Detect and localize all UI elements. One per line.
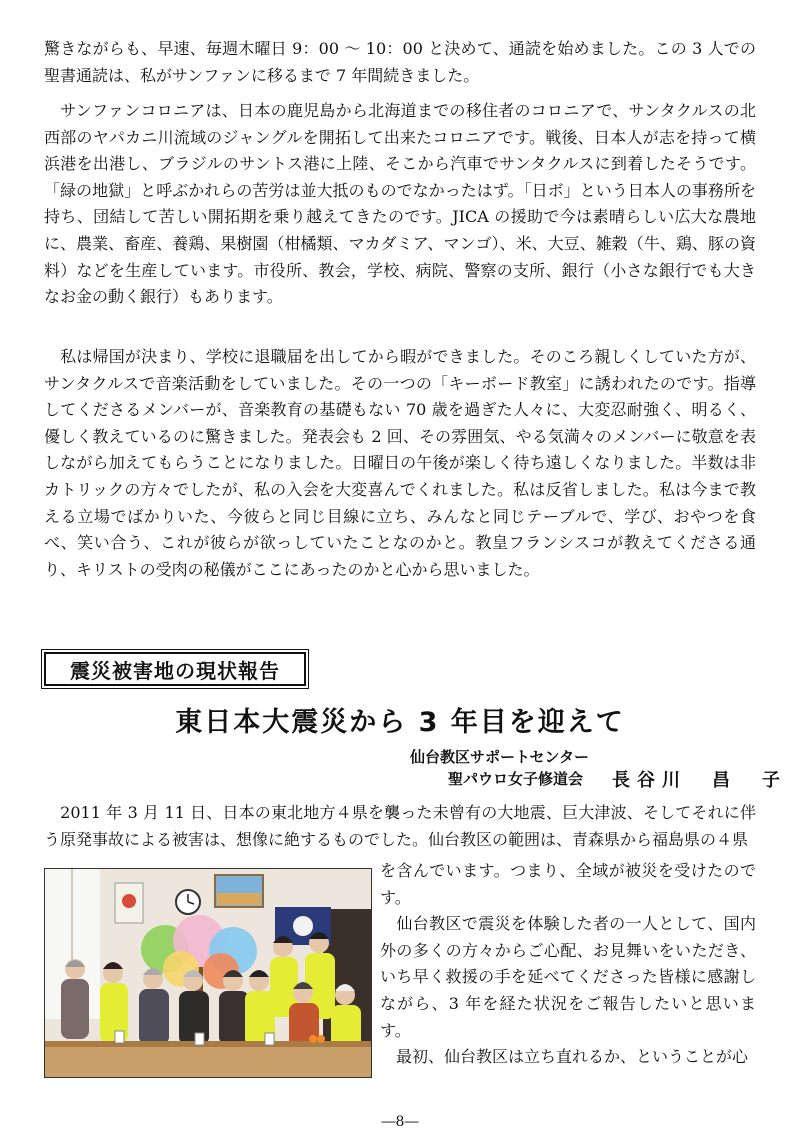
article-paragraph-3: 私は帰国が決まり、学校に退職届を出してから暇ができました。そのころ親しくしていた方が、サンタクルスで音楽活動をしていました。その一つの「キーボード教室」に誘われたのです。指導してくださるメンバーが、音楽教育の基礎もない 70 歳を過ぎた人々に、大変忍耐強く、明るく、優しく教えているのに驚きました。発表会も 2 回、その雰囲気、やる気満々のメンバーに敬意を表しながら加えてもらうことになりました。日曜日の午後が楽しく待ち遠しくなりました。半数は非カトリックの方々でしたが、私の入会を大変喜んでくれました。私は反省しました。私は今まで教える立場でばかりいた、今彼らと同じ目線に立ち、みんなと同じテーブルで、学び、おやつを食べ、笑い合う、これが彼らが欲っしていたことなのかと。教皇フランシスコが教えてくださる通り、キリストの受肉の秘儀がここにあったのかと心から思いました。 xyxy=(44,347,756,579)
section-label: 震災被害地の現状報告 xyxy=(44,652,306,686)
article2-paragraph-1-continued: を含んでいます。つまり、全域が被災を受けたのです。 xyxy=(380,861,756,907)
article2-paragraph-3: 最初、仙台教区は立ち直れるか、ということが心 xyxy=(380,1047,749,1067)
article2-paragraph-2: 仙台教区で震災を体験した者の一人として、国内外の多くの方々からご心配、お見舞いをいただき、いち早く救援の手を延べてくださった皆様に感謝しながら、3 年を経た状況をご報告したいと思います。 xyxy=(380,914,756,1040)
article-paragraph-1: 驚きながらも、早速、毎週木曜日 9：00 ～ 10：00 と決めて、通読を始めました。この 3 人での聖書通読は、私がサンファンに移るまで 7 年間続きました。 xyxy=(44,39,756,85)
author-name: 長谷川 昌 子 xyxy=(612,770,787,791)
article2-right-column xyxy=(380,858,756,1071)
author-affiliation: 聖パウロ女子修道会 xyxy=(448,770,584,788)
article2-paragraph-1: 2011 年 3 月 11 日、日本の東北地方４県を襲った未曾有の大地震、巨大津波、そしてそれに伴う原発事故による被害は、想像に絶するものでした。仙台教区の範囲は、青森県から福島県の４県 xyxy=(44,803,756,849)
author-organization: 仙台教区サポートセンター xyxy=(410,748,589,766)
page-number: ―8― xyxy=(381,1114,419,1130)
article-title: 東日本大震災から 3 年目を迎えて xyxy=(175,707,625,738)
article-paragraph-2: サンファンコロニアは、日本の鹿児島から北海道までの移住者のコロニアで、サンタクルスの北西部のヤパカニ川流域のジャングルを開拓して出来たコロニアです。戦後、日本人が志を持って横浜港を出港し、ブラジルのサントス港に上陸、そこから汽車でサンタクルスに到着したそうです。「緑の地獄」と呼ぶかれらの苦労は並大抵のものでなかったはず。「日ボ」という日本人の事務所を持ち、団結して苦しい開拓期を乗り越えてきたのです。JICA の援助で今は素晴らしい広大な農地に、農業、畜産、養鶏、果樹園（柑橘類、マカダミア、マンゴ）、米、大豆、雑穀（牛、鶏、豚の資料）などを生産しています。市役所、教会，学校、病院、警察の支所、銀行（小さな銀行でも大きなお金の動く銀行）もあります。 xyxy=(44,101,756,307)
group-photo xyxy=(44,868,372,1078)
